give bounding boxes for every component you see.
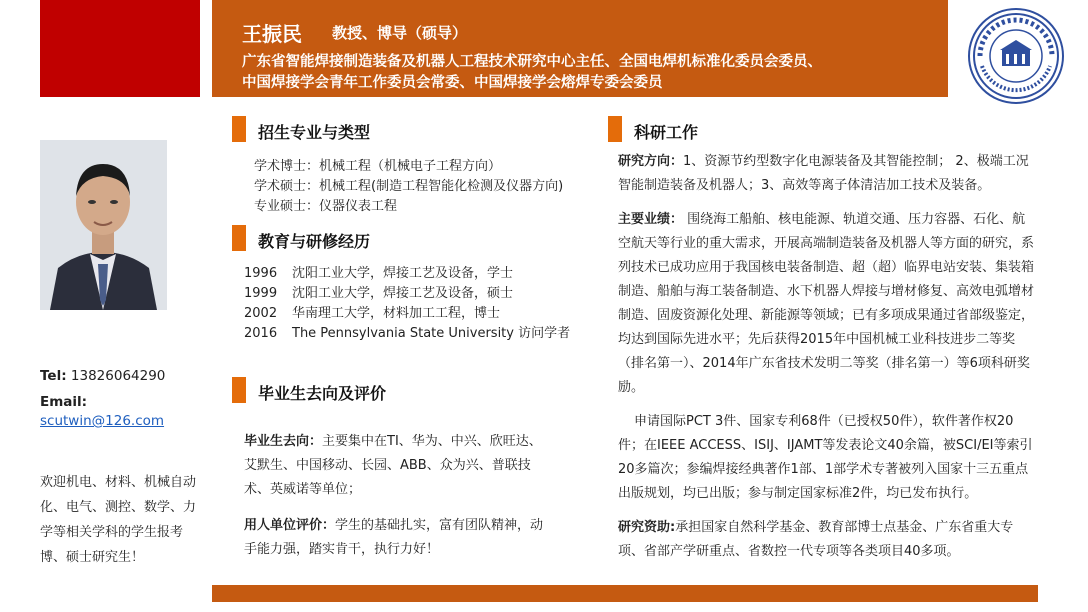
direction-text: 1、资源节约型数字化电源装备及其智能控制； 2、极端工况智能制造装备及机器人；3、高效等离子体清洁加工技术及装备。 (618, 154, 1029, 193)
funding-label: 研究资助: (618, 520, 676, 535)
portrait-photo (40, 140, 167, 310)
graduates-heading: 毕业生去向及评价 (258, 384, 387, 403)
achievement-text: 围绕海工船舶、核电能源、轨道交通、压力容器、石化、航空航天等行业的重大需求，开展高端制造装备及机器人等方面的研究，系列技术已成功应用于我国核电装备制造、超（超）临界电站安装、集装箱制造、船舶与海工装备制造、水下机器人焊接与增材修复、高效电弧增材制造、固废资源化处理、新能源等领域；已有多项成果通过省部级鉴定，均达到国际先进水平；先后获得2015年中国机械工业科技进步二等奖（排名第一）、2014年广东省技术发明二等奖（排名第一）等6项科研奖励。 (618, 212, 1035, 395)
research-funding (618, 516, 1038, 564)
person-name: 王振民 (242, 22, 302, 46)
education-year: 2002 (244, 306, 278, 321)
header-position-line-1: 广东省智能焊接制造装备及机器人工程技术研究中心主任、全国电焊机标准化委员会委员、 (242, 54, 822, 70)
education-detail: 沈阳工业大学，焊接工艺及设备，硕士 (292, 286, 514, 301)
header-position-line-2: 中国焊接学会青年工作委员会常委、中国焊接学会熔焊专委会委员 (242, 75, 663, 91)
education-detail: The Pennsylvania State University 访问学者 (292, 326, 571, 341)
education-row (244, 282, 513, 301)
evaluation-label: 用人单位评价： (244, 518, 336, 533)
admission-heading: 招生专业与类型 (258, 123, 371, 142)
research-achievements (618, 208, 1038, 400)
research-patents: 申请国际PCT 3件、国家专利68件（已授权50件），软件著作权20件；在IEEE ACCESS、ISIJ、IJAMT等发表论文40余篇，被SCI/EI等索引20多篇次；参编焊接经典著作1部、1部学术专著被列入国家十三五重点出版规划，均已出版；参与制定国家标准2件，均已发布执行。 (618, 414, 1033, 501)
section-marker (608, 116, 622, 142)
email-link[interactable]: scutwin@126.com (40, 413, 165, 429)
section-marker (232, 377, 246, 403)
footer-bar (212, 585, 1038, 602)
section-marker (232, 116, 246, 142)
person-title: 教授、博导（硕导） (332, 24, 468, 42)
education-detail: 华南理工大学，材料加工工程，博士 (292, 306, 501, 321)
education-year: 1996 (244, 266, 278, 281)
destinations-label: 毕业生去向： (244, 434, 323, 449)
admission-item: 专业硕士：仪器仪表工程 (254, 199, 398, 214)
education-year: 1999 (244, 286, 278, 301)
welcome-note: 欢迎机电、材料、机械自动化、电气、测控、数学、力学等相关学科的学生报考博、硕士研究生！ (40, 475, 197, 565)
education-detail: 沈阳工业大学，焊接工艺及设备，学士 (292, 266, 514, 281)
tel-line (40, 368, 165, 384)
header-bar (212, 0, 948, 97)
tel-value: 13826064290 (70, 368, 166, 384)
funding-text: 承担国家自然科学基金、教育部博士点基金、广东省重大专项、省部产学研重点、省数控一代专项等各类项目40多项。 (618, 520, 1014, 559)
decorative-red-block (40, 0, 200, 97)
education-row (244, 302, 500, 321)
graduate-destinations (244, 430, 550, 502)
education-row (244, 322, 570, 341)
education-heading: 教育与研修经历 (258, 232, 371, 251)
education-row (244, 262, 513, 281)
section-marker (232, 225, 246, 251)
education-year: 2016 (244, 326, 278, 341)
admission-item: 学术硕士：机械工程(制造工程智能化检测及仪器方向) (254, 179, 564, 194)
university-seal-icon (968, 8, 1064, 104)
achievement-label: 主要业绩： (618, 212, 684, 227)
admission-item: 学术博士：机械工程（机械电子工程方向） (254, 159, 502, 174)
employer-evaluation (244, 514, 544, 562)
direction-label: 研究方向： (618, 154, 684, 169)
research-heading: 科研工作 (634, 123, 699, 142)
destinations-text: 主要集中在TI、华为、中兴、欣旺达、艾默生、中国移动、长园、ABB、众为兴、普联技术、英威诺等单位； (244, 434, 542, 497)
evaluation-text: 学生的基础扎实，富有团队精神，动手能力强，踏实肯干，执行力好！ (244, 518, 544, 557)
email-label: Email: (40, 394, 88, 410)
tel-label: Tel: (40, 368, 67, 384)
research-direction (618, 150, 1038, 198)
